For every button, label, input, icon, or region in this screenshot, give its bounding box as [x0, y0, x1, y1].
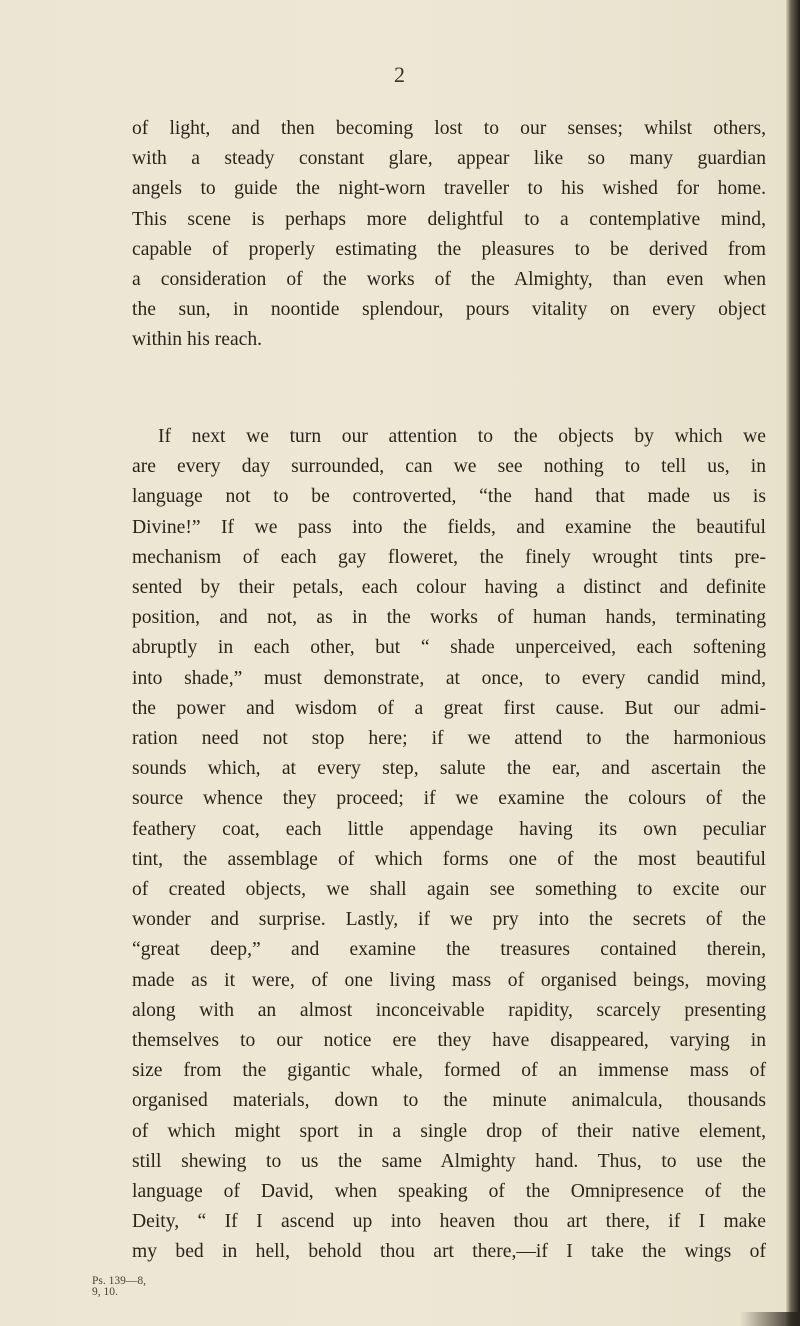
text-line: mechanism of each gay floweret, the finely wrought tints pre-: [132, 546, 766, 568]
text-line: themselves to our notice ere they have disappeared, varying in: [132, 1030, 766, 1052]
text-line: sounds which, at every step, salute the ear, and ascertain the: [132, 758, 766, 780]
text-line: language of David, when speaking of the Omnipresence of the: [132, 1181, 766, 1203]
text-line: my bed in hell, behold thou art there,—if I take the wings of: [132, 1241, 766, 1263]
paragraph: [132, 114, 766, 356]
text-line: abruptly in each other, but “ shade unperceived, each softening: [132, 637, 766, 659]
text-line: still shewing to us the same Almighty hand. Thus, to use the: [132, 1150, 766, 1172]
text-line: angels to guide the night-worn traveller to his wished for home.: [132, 178, 766, 200]
text-line: with a steady constant glare, appear like so many guardian: [132, 148, 766, 170]
text-line: ration need not stop here; if we attend to the harmonious: [132, 728, 766, 750]
page-number: 2: [394, 62, 406, 87]
text-line: If next we turn our attention to the objects by which we: [158, 426, 766, 447]
text-line: Deity, “ If I ascend up into heaven thou art there, if I make: [132, 1211, 766, 1233]
text-line: position, and not, as in the works of human hands, terminating: [132, 607, 766, 629]
text-line: of which might sport in a single drop of their native element,: [132, 1120, 766, 1142]
text-line: This scene is perhaps more delightful to a contemplative mind,: [132, 208, 766, 230]
text-line: “great deep,” and examine the treasures contained therein,: [132, 939, 766, 961]
text-line: the sun, in noontide splendour, pours vitality on every object: [132, 299, 766, 321]
text-line: of light, and then becoming lost to our senses; whilst others,: [132, 118, 766, 139]
text-line: are every day surrounded, can we see nothing to tell us, in: [132, 456, 766, 478]
text-line: of created objects, we shall again see something to excite our: [132, 879, 766, 901]
marginal-scripture-reference: [92, 1276, 146, 1298]
scan-edge-shadow: [740, 1312, 800, 1326]
scan-edge: [786, 0, 800, 1326]
text-line: the power and wisdom of a great first cause. But our admi-: [132, 697, 766, 719]
text-line: source whence they proceed; if we examine the colours of the: [132, 788, 766, 810]
text-line: sented by their petals, each colour having a distinct and definite: [132, 577, 766, 599]
text-line: into shade,” must demonstrate, at once, to every candid mind,: [132, 667, 766, 689]
text-line: a consideration of the works of the Almighty, than even when: [132, 269, 766, 291]
text-line: language not to be controverted, “the hand that made us is: [132, 486, 766, 508]
text-line: capable of properly estimating the pleasures to be derived from: [132, 238, 766, 260]
text-line: organised materials, down to the minute animalcula, thousands: [132, 1090, 766, 1112]
text-line: along with an almost inconceivable rapidity, scarcely presenting: [132, 999, 766, 1021]
text-line: wonder and surprise. Lastly, if we pry into the secrets of the: [132, 909, 766, 931]
marginal-note-line: Ps. 139—8,: [92, 1275, 146, 1287]
text-line: feathery coat, each little appendage having its own peculiar: [132, 818, 766, 840]
text-line: size from the gigantic whale, formed of an immense mass of: [132, 1060, 766, 1082]
text-line: made as it were, of one living mass of organised beings, moving: [132, 969, 766, 991]
text-line: tint, the assemblage of which forms one of the most beautiful: [132, 848, 766, 870]
text-line: within his reach.: [132, 329, 263, 351]
text-line: Divine!” If we pass into the fields, and examine the beautiful: [132, 516, 766, 538]
paragraph: [132, 422, 766, 1268]
marginal-note-line: 9, 10.: [92, 1286, 118, 1298]
